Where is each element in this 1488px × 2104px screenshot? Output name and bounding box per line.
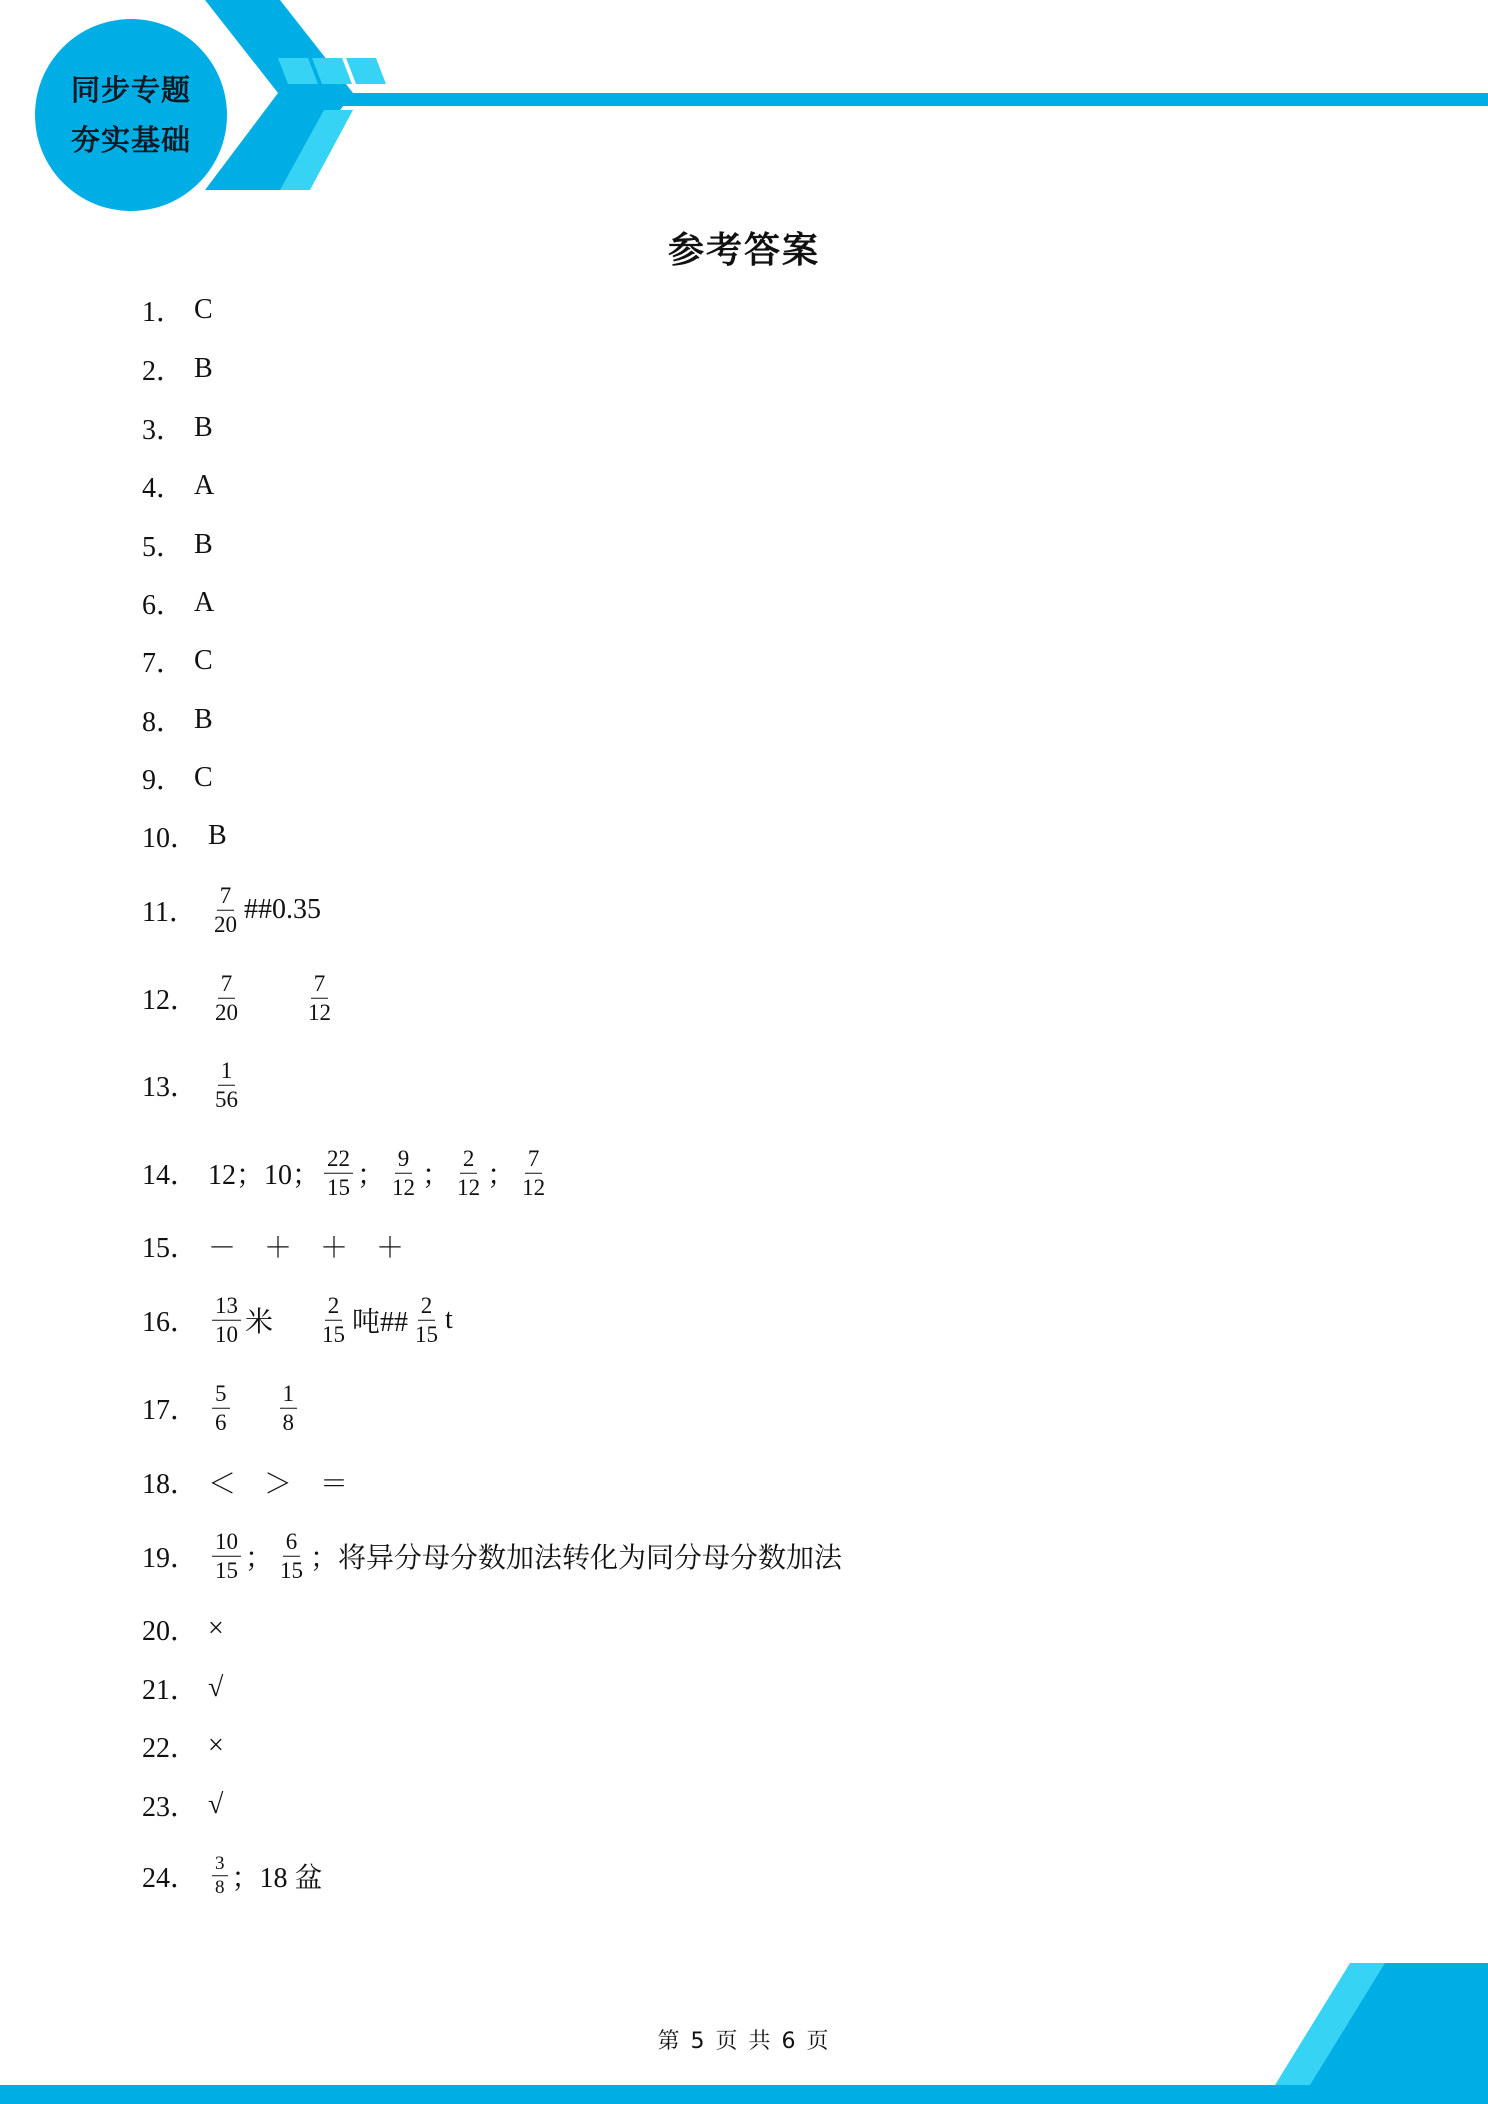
answer-item-1: [142, 290, 213, 330]
answer-text: － ＋ ＋ ＋: [208, 1233, 405, 1264]
answer-number: 9．: [142, 765, 185, 796]
fraction: [324, 1146, 353, 1201]
fraction-numerator: 3: [212, 1853, 228, 1876]
answer-number: 4．: [142, 473, 185, 504]
fraction-numerator: 7: [311, 971, 329, 999]
answer-text: B: [194, 529, 213, 560]
answer-text: √: [208, 1672, 224, 1703]
fraction: [412, 1293, 441, 1348]
answer-text: 12；10；: [208, 1160, 321, 1191]
fraction: [280, 1381, 298, 1436]
answer-text: ；: [422, 1160, 451, 1191]
fraction-numerator: 6: [283, 1529, 301, 1557]
fraction: [212, 1293, 241, 1348]
answer-text: ；将异分母分数加法转化为同分母分数加法: [310, 1543, 843, 1574]
fraction: [211, 883, 240, 938]
fraction-denominator: 12: [522, 1174, 546, 1200]
answer-item-13: [142, 1058, 245, 1113]
answer-text: ＜ ＞ ＝: [208, 1469, 349, 1500]
answer-number: 11．: [142, 897, 197, 928]
fraction-denominator: 8: [282, 1409, 295, 1435]
answer-text: ；18 盆: [231, 1863, 323, 1894]
answer-text: [245, 982, 301, 1014]
header-badge: [36, 40, 226, 190]
fraction-denominator: 56: [215, 1086, 239, 1112]
answer-item-6: [142, 583, 214, 623]
fraction-denominator: 15: [322, 1321, 346, 1347]
answer-number: 3．: [142, 415, 185, 446]
answer-text: ；: [245, 1543, 274, 1574]
answer-item-16: [142, 1293, 453, 1348]
answer-item-10: [142, 816, 227, 856]
fraction: [389, 1146, 418, 1201]
answer-item-15: [142, 1226, 404, 1266]
header-banner: [35, 0, 1488, 211]
answer-item-20: [142, 1609, 224, 1649]
answer-item-8: [142, 700, 213, 740]
fraction: [319, 1293, 348, 1348]
answer-number: 16．: [142, 1307, 199, 1338]
answer-number: 2．: [142, 356, 185, 387]
answer-item-19: [142, 1529, 842, 1584]
fraction: [212, 1853, 228, 1899]
answer-item-3: [142, 408, 213, 448]
fraction-denominator: 12: [308, 999, 332, 1025]
answer-item-5: [142, 525, 213, 565]
answer-text: C: [194, 645, 213, 676]
answer-item-18: [142, 1462, 348, 1502]
fraction-denominator: 20: [213, 911, 237, 937]
badge-line-1: 同步专题: [70, 73, 191, 107]
fraction-numerator: 22: [324, 1146, 353, 1174]
answer-number: 7．: [142, 648, 185, 679]
fraction-numerator: 2: [325, 1293, 343, 1321]
fraction: [519, 1146, 548, 1201]
answer-text: C: [194, 294, 213, 325]
fraction-denominator: 10: [215, 1321, 239, 1347]
answer-item-21: [142, 1668, 223, 1708]
fraction-denominator: 12: [457, 1174, 481, 1200]
fraction-numerator: 5: [212, 1381, 230, 1409]
answer-number: 20．: [142, 1616, 199, 1647]
answer-text: t: [445, 1304, 453, 1335]
answer-number: 23．: [142, 1792, 199, 1823]
answer-item-23: [142, 1785, 223, 1825]
answer-text: [234, 1392, 276, 1424]
answer-item-22: [142, 1726, 224, 1766]
answer-text: C: [194, 762, 213, 793]
fraction: [212, 1529, 241, 1584]
answer-number: 5．: [142, 532, 185, 563]
answer-text: ；: [357, 1160, 386, 1191]
fraction-denominator: 20: [215, 999, 239, 1025]
fraction-denominator: 15: [415, 1321, 439, 1347]
answer-text: √: [208, 1789, 224, 1820]
answer-item-17: [142, 1381, 301, 1436]
fraction: [212, 1381, 230, 1436]
answer-text: B: [194, 353, 213, 384]
answer-number: 18．: [142, 1469, 199, 1500]
fraction: [212, 971, 241, 1026]
fraction-denominator: 15: [327, 1174, 351, 1200]
answer-item-4: [142, 466, 214, 506]
answer-text: A: [194, 587, 215, 618]
answer-number: 15．: [142, 1233, 199, 1264]
fraction-numerator: 1: [280, 1381, 298, 1409]
answer-text: B: [208, 820, 227, 851]
fraction-denominator: 6: [215, 1409, 227, 1435]
page-number: 第 5 页 共 6 页: [657, 2029, 831, 2054]
answer-text: ；: [487, 1160, 516, 1191]
fraction: [305, 971, 334, 1026]
fraction: [212, 1058, 241, 1113]
answer-number: 14．: [142, 1160, 199, 1191]
answer-number: 13．: [142, 1072, 199, 1103]
answer-text: ×: [208, 1730, 224, 1761]
fraction-numerator: 2: [460, 1146, 478, 1174]
answer-text: B: [194, 412, 213, 443]
answer-text: 吨##: [352, 1307, 409, 1338]
answer-number: 22．: [142, 1733, 199, 1764]
answer-number: 24．: [142, 1863, 199, 1894]
answer-item-7: [142, 641, 213, 681]
fraction: [277, 1529, 306, 1584]
answer-number: 1．: [142, 297, 185, 328]
fraction-denominator: 15: [280, 1557, 304, 1583]
fraction: [454, 1146, 483, 1201]
answer-item-24: [142, 1853, 323, 1899]
fraction-denominator: 8: [215, 1877, 225, 1899]
fraction-numerator: 10: [212, 1529, 241, 1557]
page-title: 参考答案: [667, 230, 820, 271]
answer-number: 6．: [142, 590, 185, 621]
answer-item-11: [142, 883, 321, 938]
fraction-numerator: 7: [525, 1146, 543, 1174]
answer-item-2: [142, 349, 213, 389]
fraction-numerator: 2: [418, 1293, 436, 1321]
badge-line-2: 夯实基础: [70, 123, 191, 157]
answer-text: 米: [245, 1307, 316, 1338]
answer-number: 12．: [142, 985, 199, 1016]
fraction-numerator: 7: [218, 971, 236, 999]
answer-number: 19．: [142, 1543, 199, 1574]
answer-item-14: [142, 1146, 552, 1201]
answer-text: ##0.35: [243, 894, 321, 925]
answer-number: 8．: [142, 707, 185, 738]
answer-text: ×: [208, 1613, 224, 1644]
answer-number: 10．: [142, 823, 199, 854]
answer-text: B: [194, 704, 213, 735]
answer-text: A: [194, 470, 215, 501]
answer-number: 21．: [142, 1675, 199, 1706]
answer-number: 17．: [142, 1395, 199, 1426]
fraction-numerator: 9: [395, 1146, 413, 1174]
answer-item-12: [142, 971, 338, 1026]
fraction-numerator: 13: [212, 1293, 241, 1321]
fraction-denominator: 15: [215, 1557, 239, 1583]
fraction-denominator: 12: [392, 1174, 416, 1200]
fraction-numerator: 7: [217, 883, 235, 911]
answer-item-9: [142, 758, 213, 798]
fraction-numerator: 1: [218, 1058, 236, 1086]
